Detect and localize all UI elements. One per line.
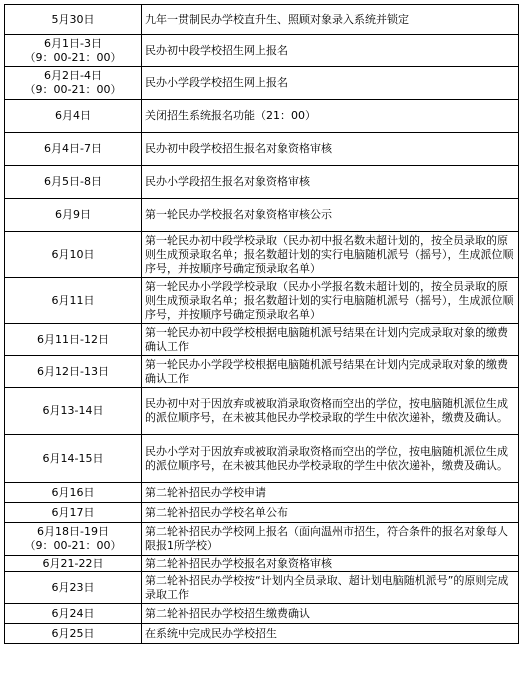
- date-cell: 6月1日-3日 （9：00-21：00）: [5, 35, 142, 67]
- table-row: [5, 503, 519, 523]
- date-cell: 6月17日: [5, 503, 142, 523]
- table-row: [5, 523, 519, 556]
- date-cell: 6月11日: [5, 278, 142, 324]
- task-cell: 民办初中对于因放弃或被取消录取资格而空出的学位，按电脑随机派位生成的派位顺序号，在未被其他民办学校录取的学生中依次递补，缴费及确认。: [142, 388, 519, 435]
- table-row: [5, 67, 519, 100]
- task-cell: 民办初中段学校招生网上报名: [142, 35, 519, 67]
- date-cell: 6月2日-4日 （9：00-21：00）: [5, 67, 142, 100]
- table-row: [5, 624, 519, 644]
- table-row: [5, 572, 519, 604]
- table-row: [5, 5, 519, 35]
- task-cell: 第一轮民办小学段学校根据电脑随机派号结果在计划内完成录取对象的缴费确认工作: [142, 356, 519, 388]
- table-row: [5, 199, 519, 232]
- date-cell: 6月10日: [5, 232, 142, 278]
- date-cell: 6月12日-13日: [5, 356, 142, 388]
- enrollment-schedule-table: [4, 4, 519, 644]
- table-row: [5, 166, 519, 199]
- table-row: [5, 100, 519, 133]
- task-cell: 民办小学段学校招生网上报名: [142, 67, 519, 100]
- task-cell: 第二轮补招民办学校申请: [142, 483, 519, 503]
- task-cell: 民办小学对于因放弃或被取消录取资格而空出的学位，按电脑随机派位生成的派位顺序号，在未被其他民办学校录取的学生中依次递补，缴费及确认。: [142, 435, 519, 483]
- task-cell: 第二轮补招民办学校名单公布: [142, 503, 519, 523]
- date-cell: 6月23日: [5, 572, 142, 604]
- date-cell: 5月30日: [5, 5, 142, 35]
- table-row: [5, 278, 519, 324]
- table-row: [5, 604, 519, 624]
- task-cell: 第二轮补招民办学校网上报名（面向温州市招生，符合条件的报名对象每人限报1所学校）: [142, 523, 519, 556]
- table-row: [5, 388, 519, 435]
- table-row: [5, 324, 519, 356]
- date-cell: 6月13-14日: [5, 388, 142, 435]
- date-cell: 6月16日: [5, 483, 142, 503]
- task-cell: 第二轮补招民办学校招生缴费确认: [142, 604, 519, 624]
- date-cell: 6月5日-8日: [5, 166, 142, 199]
- table-row: [5, 35, 519, 67]
- date-cell: 6月25日: [5, 624, 142, 644]
- task-cell: 第一轮民办小学段学校录取（民办小学报名数未超计划的，按全员录取的原则生成预录取名单；报名数超计划的实行电脑随机派号（摇号），生成派位顺序号，并按顺序号确定预录取名单）: [142, 278, 519, 324]
- task-cell: 第二轮补招民办学校报名对象资格审核: [142, 556, 519, 572]
- table-row: [5, 356, 519, 388]
- date-cell: 6月21-22日: [5, 556, 142, 572]
- table-row: [5, 232, 519, 278]
- task-cell: 民办小学段招生报名对象资格审核: [142, 166, 519, 199]
- task-cell: 第一轮民办初中段学校根据电脑随机派号结果在计划内完成录取对象的缴费确认工作: [142, 324, 519, 356]
- task-cell: 民办初中段学校招生报名对象资格审核: [142, 133, 519, 166]
- table-row: [5, 556, 519, 572]
- date-cell: 6月11日-12日: [5, 324, 142, 356]
- date-cell: 6月24日: [5, 604, 142, 624]
- table-row: [5, 133, 519, 166]
- task-cell: 在系统中完成民办学校招生: [142, 624, 519, 644]
- date-cell: 6月9日: [5, 199, 142, 232]
- task-cell: 第二轮补招民办学校按“计划内全员录取、超计划电脑随机派号”的原则完成录取工作: [142, 572, 519, 604]
- table-row: [5, 435, 519, 483]
- task-cell: 关闭招生系统报名功能（21：00）: [142, 100, 519, 133]
- date-cell: 6月14-15日: [5, 435, 142, 483]
- date-cell: 6月4日: [5, 100, 142, 133]
- date-cell: 6月18日-19日 （9：00-21：00）: [5, 523, 142, 556]
- table-row: [5, 483, 519, 503]
- date-cell: 6月4日-7日: [5, 133, 142, 166]
- task-cell: 第一轮民办初中段学校录取（民办初中报名数未超计划的，按全员录取的原则生成预录取名单；报名数超计划的实行电脑随机派号（摇号），生成派位顺序号，并按顺序号确定预录取名单）: [142, 232, 519, 278]
- task-cell: 第一轮民办学校报名对象资格审核公示: [142, 199, 519, 232]
- task-cell: 九年一贯制民办学校直升生、照顾对象录入系统并锁定: [142, 5, 519, 35]
